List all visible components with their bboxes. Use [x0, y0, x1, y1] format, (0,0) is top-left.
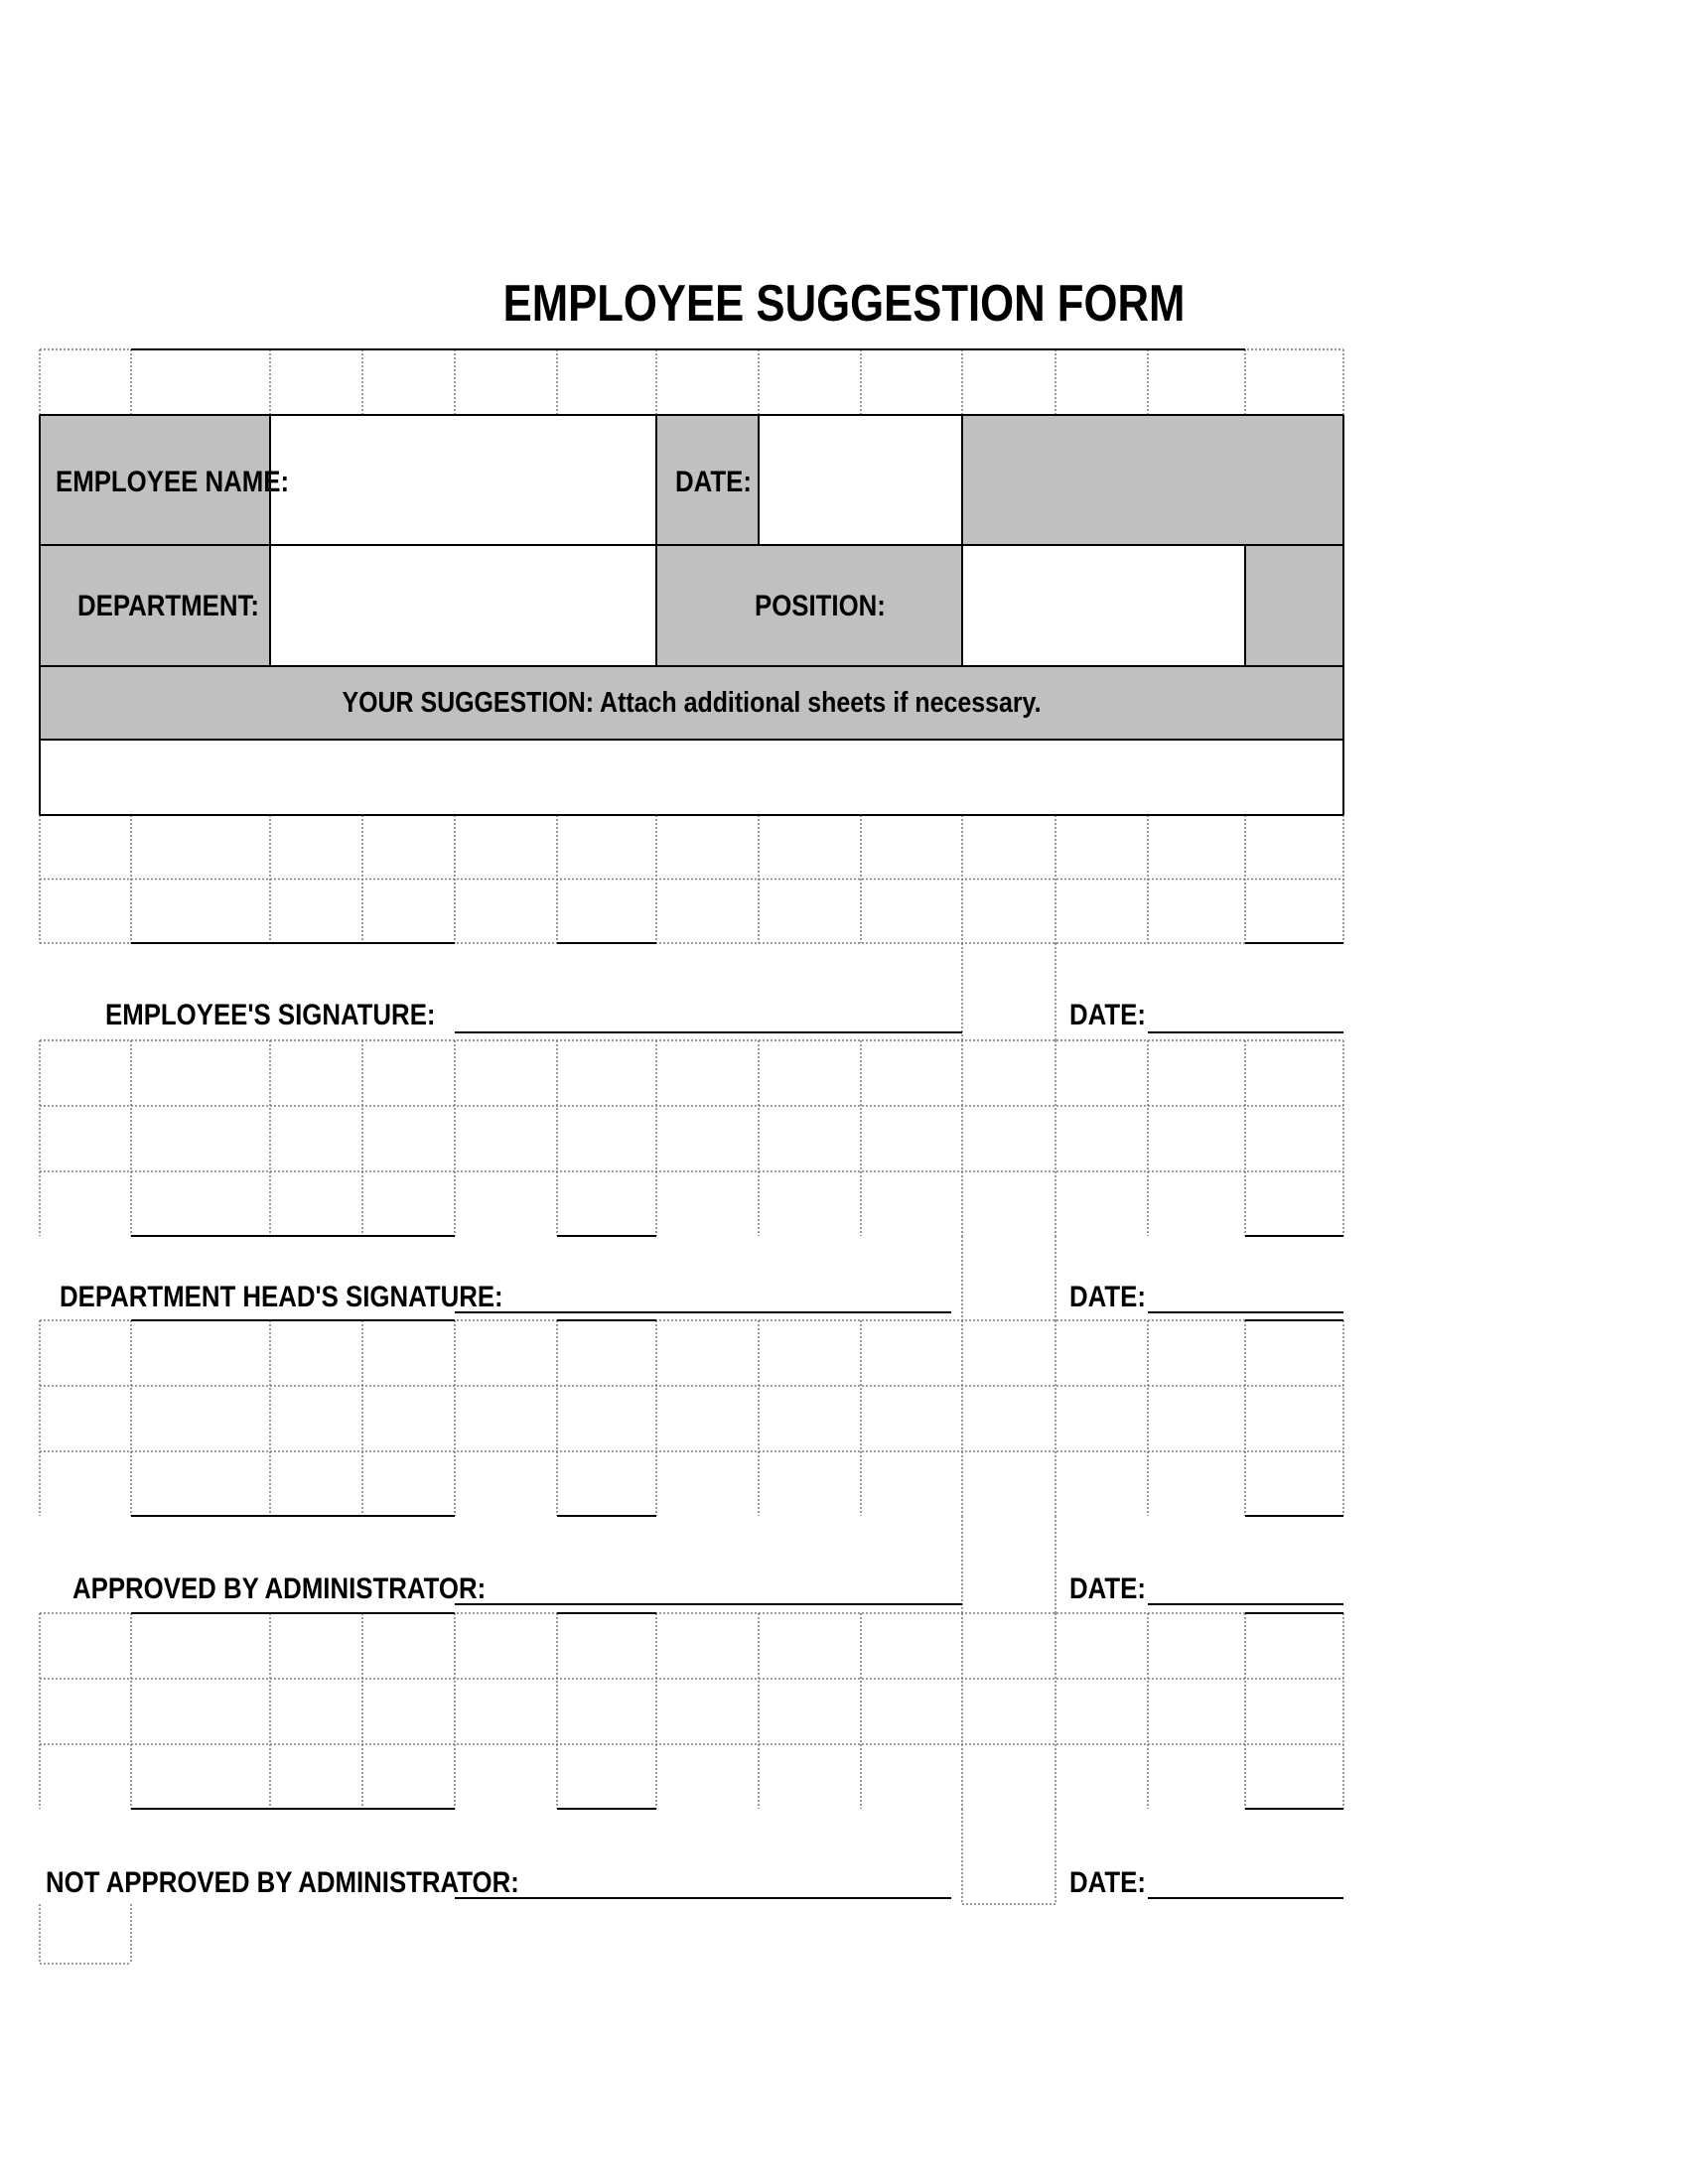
employee-name-label: EMPLOYEE NAME:	[56, 466, 290, 498]
approved-date-label: DATE:	[1069, 1572, 1146, 1605]
date-label: DATE:	[675, 466, 752, 498]
position-label: POSITION:	[755, 590, 886, 622]
gray-filler-cell-2	[1245, 545, 1343, 666]
department-head-date-label: DATE:	[1069, 1281, 1146, 1313]
employee-signature-label: EMPLOYEE'S SIGNATURE:	[105, 999, 436, 1031]
page-title: EMPLOYEE SUGGESTION FORM	[502, 275, 1186, 333]
department-label: DEPARTMENT:	[77, 590, 259, 622]
approved-by-administrator-label: APPROVED BY ADMINISTRATOR:	[72, 1572, 487, 1605]
employee-signature-date-label: DATE:	[1069, 999, 1146, 1031]
department-head-signature-label: DEPARTMENT HEAD'S SIGNATURE:	[60, 1281, 503, 1313]
not-approved-by-administrator-label: NOT APPROVED BY ADMINISTRATOR:	[46, 1866, 519, 1899]
not-approved-date-label: DATE:	[1069, 1866, 1146, 1899]
gray-filler-cell	[962, 415, 1343, 545]
suggestion-header: YOUR SUGGESTION: Attach additional sheets if necessary.	[342, 687, 1042, 719]
